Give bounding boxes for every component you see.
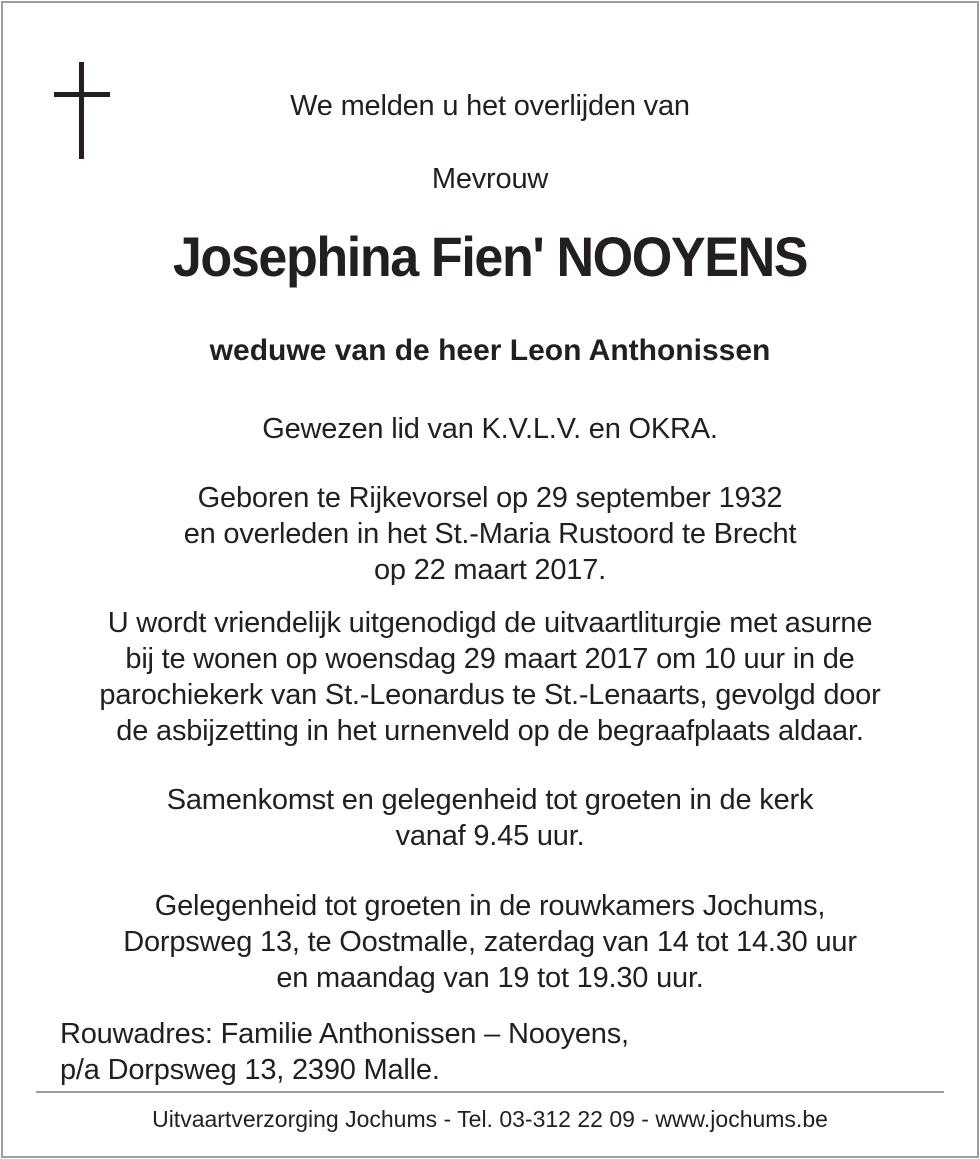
footer-contact: Uitvaartverzorging Jochums - Tel. 03-312 22 09 - www.jochums.be [152, 1106, 828, 1132]
funeral-line: de asbijzetting in het urnenveld op de begraafplaats aldaar. [116, 715, 864, 747]
intro-text: We melden u het overlijden van [290, 90, 690, 122]
birth-death-line: en overleden in het St.-Maria Rustoord te Brecht [183, 518, 797, 550]
funeral-line: U wordt vriendelijk uitgenodigd de uitvaartliturgie met asurne [107, 607, 873, 639]
viewing-line: en maandag van 19 tot 19.30 uur. [276, 962, 704, 994]
gathering-line: Samenkomst en gelegenheid tot groeten in de kerk [166, 784, 814, 816]
viewing-line: Dorpsweg 13, te Oostmalle, zaterdag van 14 tot 14.30 uur [123, 926, 857, 958]
widow-line: weduwe van de heer Leon Anthonissen [209, 334, 771, 367]
deceased-name: Josephina Fien' NOOYENS [172, 225, 808, 288]
funeral-line: bij te wonen op woensdag 29 maart 2017 om 10 uur in de [125, 643, 855, 675]
address-line: p/a Dorpsweg 13, 2390 Malle. [60, 1054, 440, 1086]
membership-text: Gewezen lid van K.V.L.V. en OKRA. [262, 413, 718, 445]
viewing-line: Gelegenheid tot groeten in de rouwkamers Jochums, [154, 890, 826, 922]
gathering-line: vanaf 9.45 uur. [395, 820, 585, 852]
funeral-line: parochiekerk van St.-Leonardus te St.-Lenaarts, gevolgd door [99, 679, 881, 711]
birth-death-line: Geboren te Rijkevorsel op 29 september 1932 [197, 482, 783, 514]
address-line: Rouwadres: Familie Anthonissen – Nooyens, [60, 1018, 629, 1050]
birth-death-line: op 22 maart 2017. [374, 554, 606, 586]
honorific: Mevrouw [431, 163, 549, 195]
footer-divider [36, 1091, 944, 1093]
